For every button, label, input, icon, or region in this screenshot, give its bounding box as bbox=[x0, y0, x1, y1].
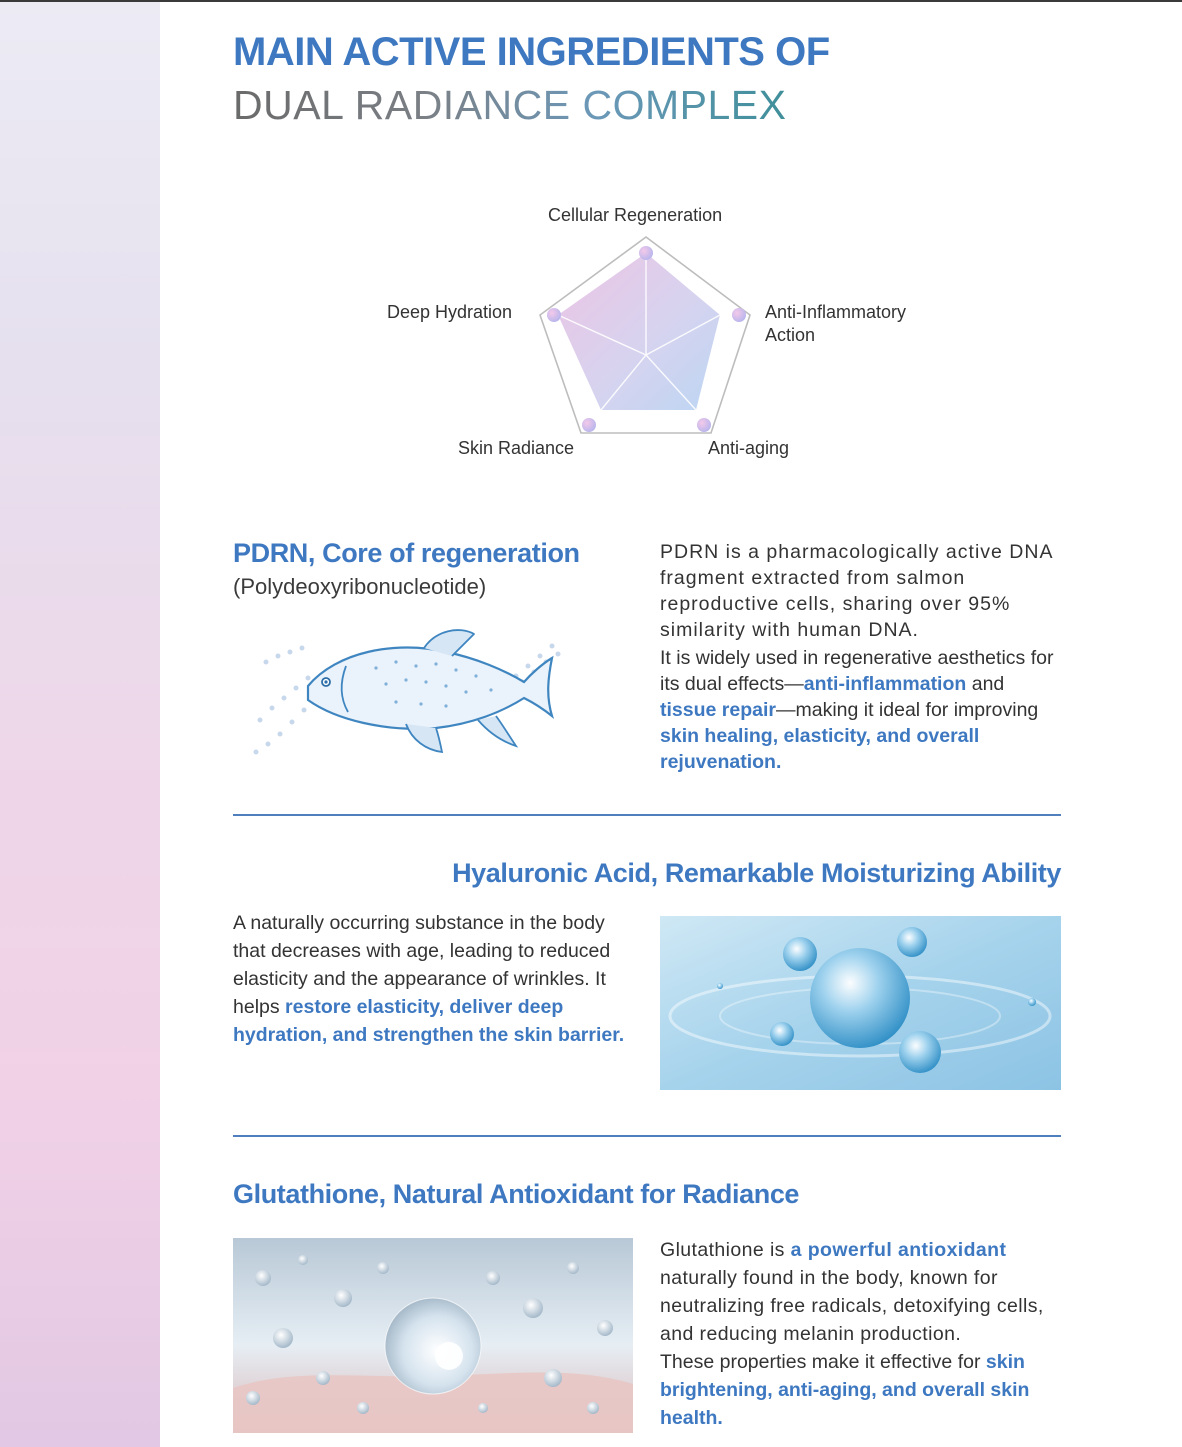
glutathione-sphere bbox=[385, 1298, 481, 1394]
radar-dot-lower-left bbox=[582, 418, 596, 432]
radar-label-anti-inflammatory-line-1: Anti-Inflammatory bbox=[765, 302, 907, 322]
radar-label-cellular-regeneration: Cellular Regeneration bbox=[548, 205, 723, 225]
hyaluronic-heading: Hyaluronic Acid, Remarkable Moisturizing Ability bbox=[452, 858, 1061, 888]
pdrn-text-2c: —making it ideal for improving bbox=[775, 699, 1039, 721]
page-title-line-1: MAIN ACTIVE INGREDIENTS OF bbox=[233, 30, 830, 74]
radar-dot-upper-right bbox=[732, 308, 746, 322]
hyaluronic-description bbox=[233, 909, 635, 1049]
pdrn-highlight-anti-inflammation: anti-inflammation bbox=[803, 673, 967, 695]
section-divider-2 bbox=[233, 1135, 1061, 1137]
pdrn-subheading: (Polydeoxyribonucleotide) bbox=[233, 574, 487, 599]
pdrn-text-2a: It is widely used in regenerative aesthetics for its dual effects— bbox=[660, 647, 1054, 695]
radar-dot-lower-right bbox=[697, 418, 711, 432]
radar-label-anti-aging: Anti-aging bbox=[708, 438, 790, 458]
salmon-body bbox=[308, 647, 552, 728]
pdrn-heading: PDRN, Core of regeneration bbox=[233, 538, 580, 568]
glutathione-heading: Glutathione, Natural Antioxidant for Radiance bbox=[233, 1179, 800, 1209]
hyaluronic-molecule-image bbox=[660, 916, 1061, 1090]
hyaluronic-text: A naturally occurring substance in the body that decreases with age, leading to reduced elasticity and the appearance of wrinkles. It helps bbox=[233, 912, 611, 1018]
radar-filled-area bbox=[558, 253, 720, 410]
molecule-core bbox=[810, 948, 910, 1048]
salmon-dna-illustration bbox=[246, 612, 566, 784]
hyaluronic-highlight: restore elasticity, deliver deep hydration, and strengthen the skin barrier. bbox=[233, 996, 625, 1046]
radar-label-skin-radiance: Skin Radiance bbox=[458, 438, 575, 458]
glutathione-text-a: Glutathione is bbox=[660, 1239, 791, 1261]
glutathione-bubbles-image bbox=[233, 1238, 633, 1433]
radar-label-anti-inflammatory bbox=[765, 301, 906, 347]
page-title-line-2: DUAL RADIANCE COMPLEX bbox=[233, 82, 787, 128]
pdrn-highlight-skin-healing: skin healing, elasticity, and overall rejuvenation. bbox=[660, 725, 980, 773]
pdrn-description-2 bbox=[660, 645, 1062, 775]
radar-dot-upper-left bbox=[547, 308, 561, 322]
glutathione-text-c: These properties make it effective for bbox=[660, 1351, 986, 1373]
benefits-radar-diagram bbox=[380, 195, 960, 475]
radar-label-anti-inflammatory-line-2: Action bbox=[765, 325, 816, 345]
pdrn-description-1: PDRN is a pharmacologically active DNA fragment extracted from salmon reproductive cells, sharing over 95% similarity with human DNA. bbox=[660, 541, 1053, 641]
pdrn-text-2b: and bbox=[966, 673, 1005, 695]
radar-label-deep-hydration: Deep Hydration bbox=[387, 302, 513, 322]
top-border bbox=[0, 0, 1182, 2]
pdrn-highlight-tissue-repair: tissue repair bbox=[660, 699, 776, 721]
glutathione-text-b: naturally found in the body, known for neutralizing free radicals, detoxifying cells, and reducing melanin production. bbox=[660, 1267, 1044, 1345]
side-gradient-band bbox=[0, 2, 160, 1447]
glutathione-highlight-brightening: skin brightening, anti-aging, and overall skin health. bbox=[660, 1351, 1030, 1429]
glutathione-description-2 bbox=[660, 1348, 1062, 1432]
radar-dot-top bbox=[639, 246, 653, 260]
glutathione-highlight-antioxidant: a powerful antioxidant bbox=[790, 1239, 1007, 1261]
glutathione-description-1 bbox=[660, 1236, 1062, 1348]
section-divider-1 bbox=[233, 814, 1061, 816]
